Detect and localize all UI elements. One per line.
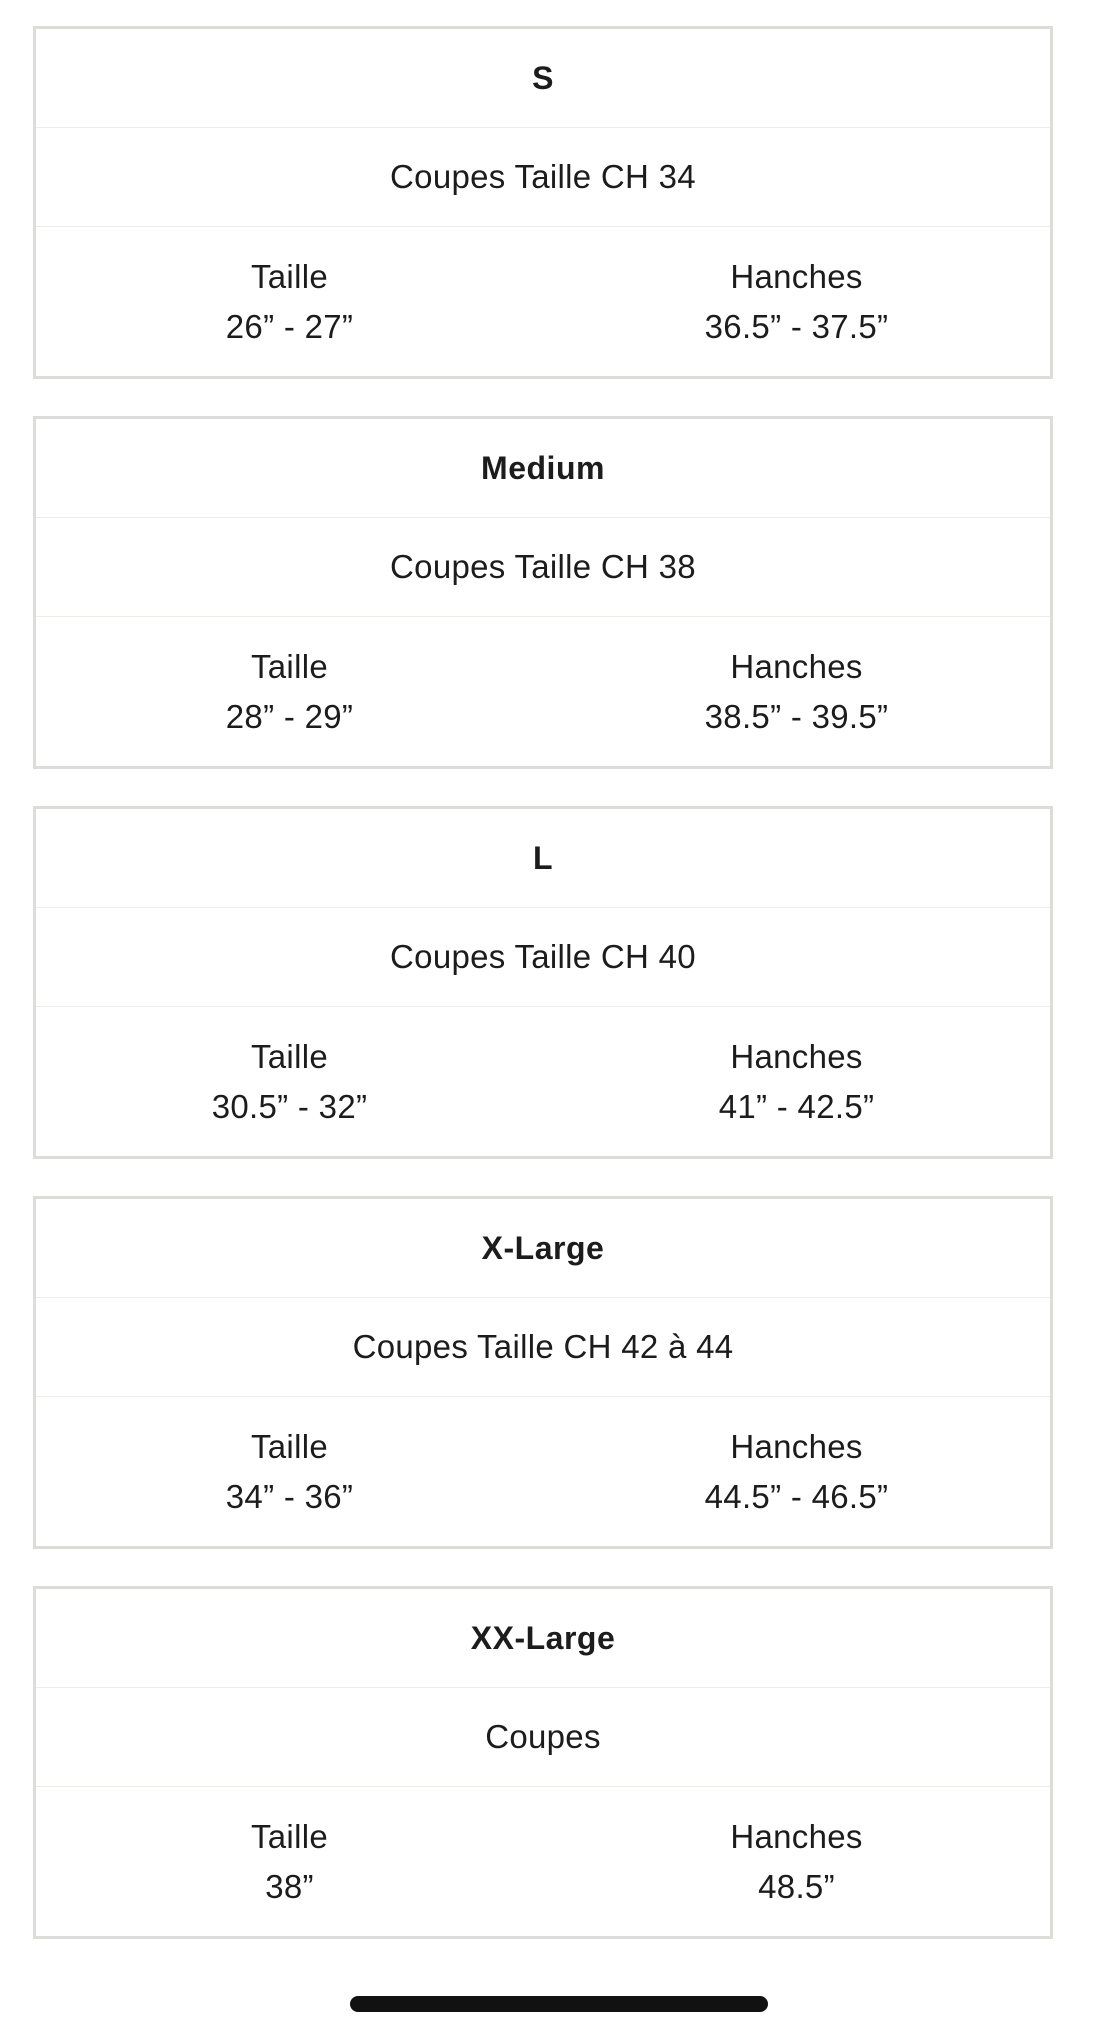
hips-measure — [543, 1812, 1050, 1912]
hips-value: 48.5” — [758, 1867, 835, 1905]
measurements-row — [36, 617, 1050, 766]
size-card-medium — [33, 416, 1053, 769]
size-card-x-large — [33, 1196, 1053, 1549]
hips-measure — [543, 252, 1050, 352]
waist-measure — [36, 1812, 543, 1912]
measurements-row — [36, 1397, 1050, 1546]
waist-measure — [36, 1422, 543, 1522]
size-title: X-Large — [36, 1199, 1050, 1298]
waist-label: Taille — [250, 257, 328, 295]
hips-value: 44.5” - 46.5” — [704, 1477, 889, 1515]
waist-label: Taille — [250, 1427, 328, 1465]
size-card-s — [33, 26, 1053, 379]
hips-measure — [543, 1032, 1050, 1132]
hips-label: Hanches — [730, 1817, 863, 1855]
hips-label: Hanches — [730, 257, 863, 295]
home-indicator[interactable] — [350, 1996, 768, 2012]
fit-label: Coupes — [36, 1688, 1050, 1787]
hips-value: 38.5” - 39.5” — [704, 697, 889, 735]
waist-value: 28” - 29” — [225, 697, 354, 735]
waist-label: Taille — [250, 1817, 328, 1855]
fit-label: Coupes Taille CH 38 — [36, 518, 1050, 617]
hips-label: Hanches — [730, 647, 863, 685]
size-title: Medium — [36, 419, 1050, 518]
measurements-row — [36, 1007, 1050, 1156]
measurements-row — [36, 1787, 1050, 1936]
fit-label: Coupes Taille CH 42 à 44 — [36, 1298, 1050, 1397]
size-title: XX-Large — [36, 1589, 1050, 1688]
waist-value: 26” - 27” — [225, 307, 354, 345]
hips-value: 41” - 42.5” — [718, 1087, 875, 1125]
waist-label: Taille — [250, 1037, 328, 1075]
waist-measure — [36, 252, 543, 352]
waist-value: 38” — [265, 1867, 314, 1905]
fit-label: Coupes Taille CH 40 — [36, 908, 1050, 1007]
size-chart — [33, 26, 1053, 1976]
hips-measure — [543, 1422, 1050, 1522]
fit-label: Coupes Taille CH 34 — [36, 128, 1050, 227]
size-card-l — [33, 806, 1053, 1159]
waist-label: Taille — [250, 647, 328, 685]
waist-value: 30.5” - 32” — [211, 1087, 368, 1125]
waist-measure — [36, 642, 543, 742]
waist-measure — [36, 1032, 543, 1132]
size-title: L — [36, 809, 1050, 908]
size-title: S — [36, 29, 1050, 128]
size-card-xx-large — [33, 1586, 1053, 1939]
measurements-row — [36, 227, 1050, 376]
hips-label: Hanches — [730, 1427, 863, 1465]
hips-measure — [543, 642, 1050, 742]
hips-label: Hanches — [730, 1037, 863, 1075]
waist-value: 34” - 36” — [225, 1477, 354, 1515]
hips-value: 36.5” - 37.5” — [704, 307, 889, 345]
